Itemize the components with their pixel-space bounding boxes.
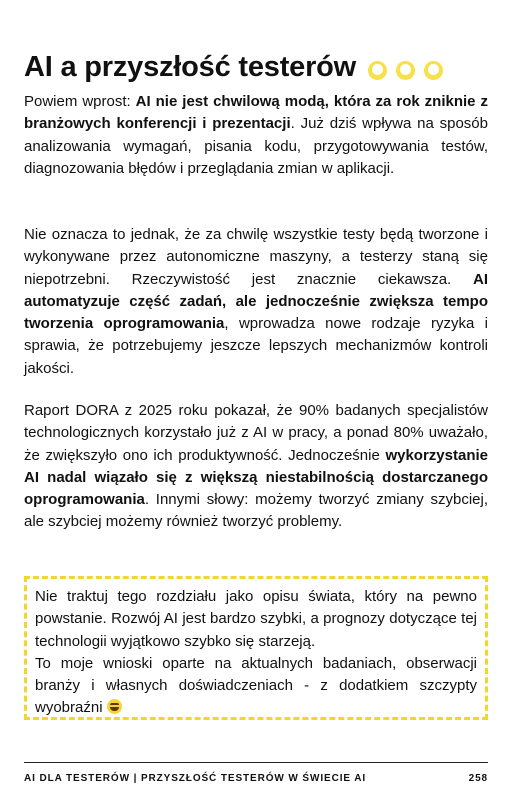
circle-icon xyxy=(368,61,387,80)
note-text: Nie traktuj tego rozdziału jako opisu świata, który na pewno powstanie. Rozwój AI jest bardzo szybki, a prognozy dotyczące tej technologii wyjątkowo szybko się starzeją. xyxy=(35,588,477,650)
paragraph-bold-text: AI automatyzuje część zadań, ale jednocześnie zwiększa tempo tworzenia oprogramowania xyxy=(24,270,488,333)
running-footer: AI DLA TESTERÓW | PRZYSZŁOŚĆ TESTERÓW W ŚWIECIE AI xyxy=(24,773,367,784)
paragraph-bold-text: wykorzystanie AI nadal wiązało się z większą niestabilnością dostarczanego oprogramowania xyxy=(24,446,488,509)
title-row xyxy=(24,47,488,87)
paragraph-text: Powiem wprost: xyxy=(24,93,136,110)
book-page xyxy=(24,0,488,800)
paragraph-text: Nie oznacza to jednak, że za chwilę wszystkie testy będą tworzone i wykonywane przez autonomiczne maszyny, a testerzy staną się niepotrzebni. Rzeczywistość jest znacznie ciekawsza. xyxy=(24,226,488,288)
title-decoration xyxy=(368,61,443,80)
paragraph-bold-text: AI nie jest chwilową modą, która za rok zniknie z branżowych konferencji i prezentacji xyxy=(24,93,488,133)
circle-icon xyxy=(424,61,443,80)
paragraph-1 xyxy=(24,91,488,180)
note-text-2 xyxy=(35,653,477,720)
paragraph-3 xyxy=(24,400,488,534)
circle-icon xyxy=(396,61,415,80)
page-footer xyxy=(24,773,488,784)
note-box xyxy=(24,576,488,720)
paragraph-text: . Innymi słowy: możemy tworzyć zmiany szybciej, ale szybciej możemy również tworzyć problemy. xyxy=(24,491,488,531)
paragraph-text: Raport DORA z 2025 roku pokazał, że 90% badanych specjalistów technologicznych korzystało już z AI w pracy, a ponad 80% uważało, że zwiększyło ono ich produktywność. Jednocześnie xyxy=(24,402,488,464)
paragraph-text: , wprowadza nowe rodzaje ryzyka i sprawia, że potrzebujemy jeszcze lepszych mechanizmów kontroli jakości. xyxy=(24,315,488,377)
paragraph-text: . Już dziś wpływa na sposób analizowania wymagań, pisania kodu, przygotowywania testów, diagnozowania błędów i przeglądania zmian w aplikacji. xyxy=(24,115,488,177)
grinning-sweat-emoji-icon xyxy=(107,699,122,714)
page-number: 258 xyxy=(468,773,488,784)
page-title: AI a przyszłość testerów xyxy=(24,50,357,83)
paragraph-2 xyxy=(24,224,488,380)
footer-divider xyxy=(24,762,488,763)
note-text: To moje wnioski oparte na aktualnych badaniach, obserwacji branży i własnych doświadczeniach - z dodatkiem szczypty wyobraźni xyxy=(35,654,477,717)
